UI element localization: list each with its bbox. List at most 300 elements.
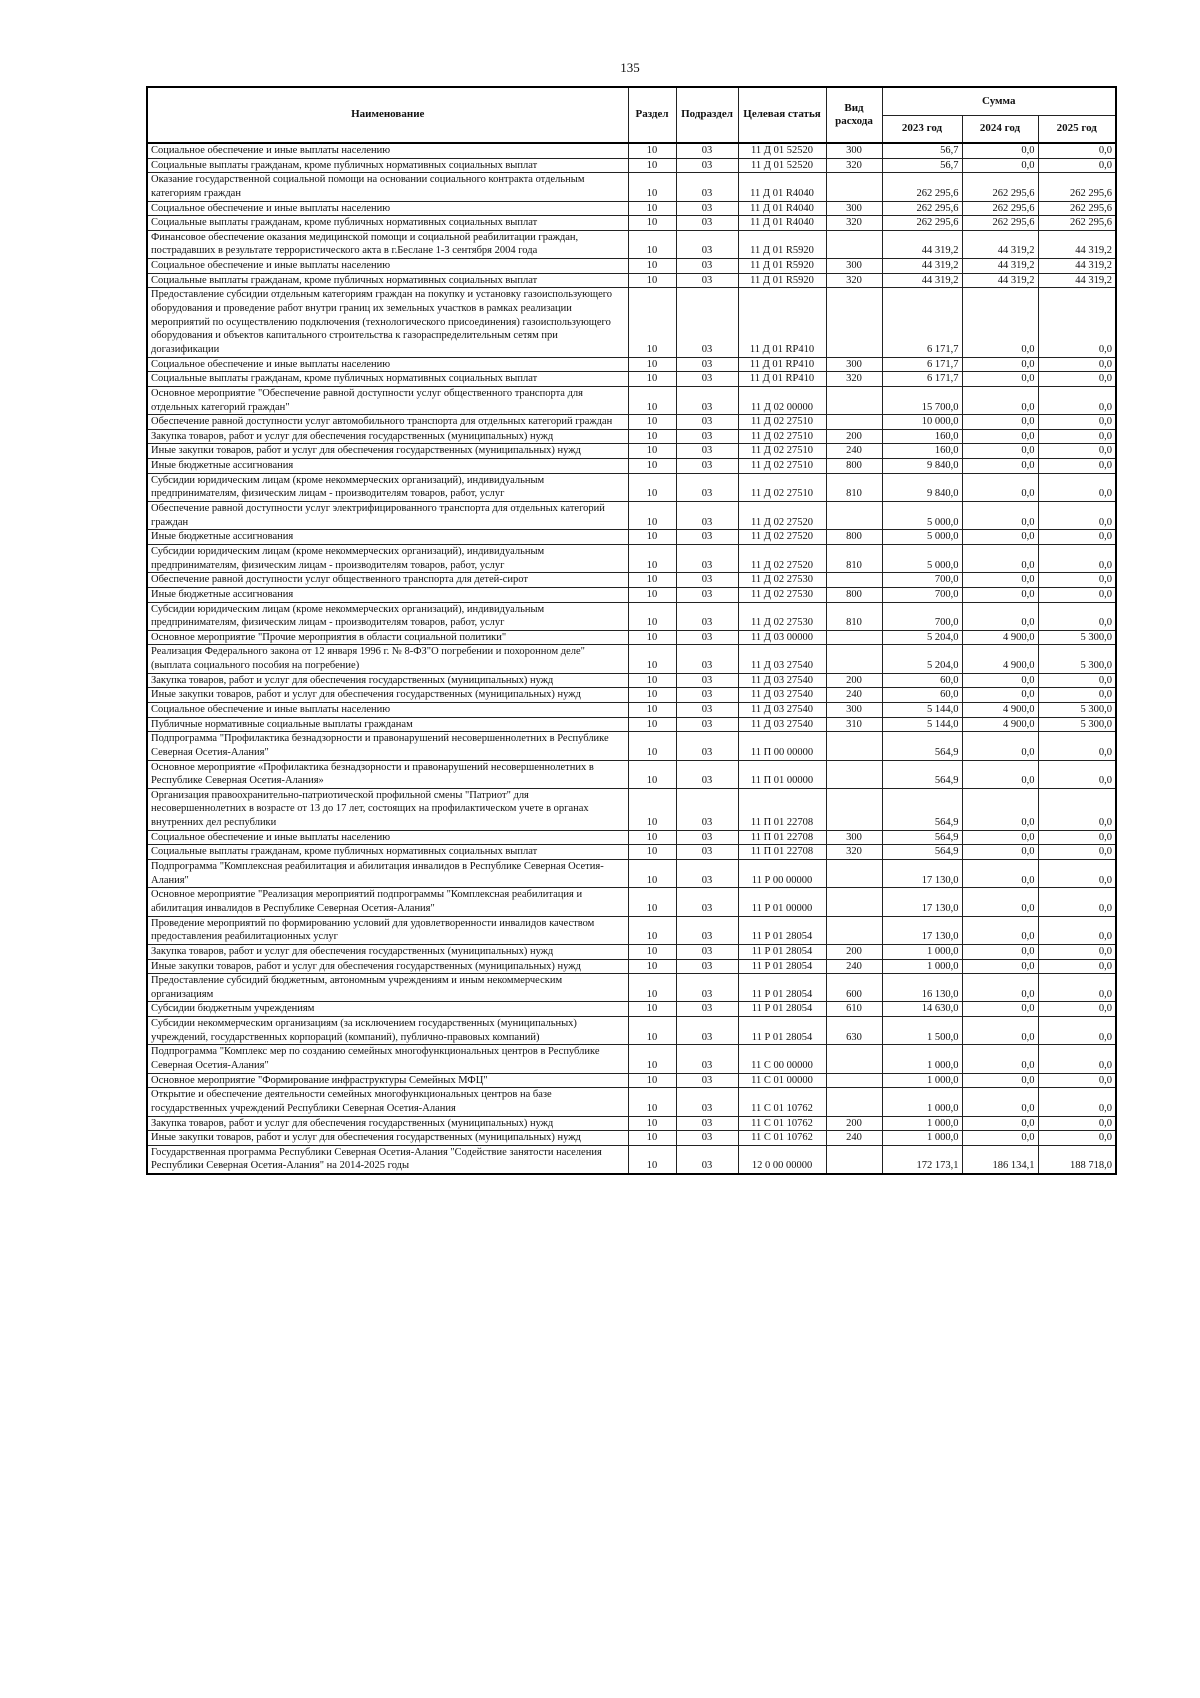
table-header — [147, 87, 1116, 143]
row-name: Подпрограмма "Комплекс мер по созданию семейных многофункциональных центров в Республике Северная Осетия-Алания" — [147, 1045, 628, 1073]
row-amount-2024: 44 319,2 — [962, 230, 1038, 258]
row-expense-type — [826, 788, 882, 830]
row-section: 10 — [628, 974, 676, 1002]
row-subsection: 03 — [676, 673, 738, 688]
row-section: 10 — [628, 630, 676, 645]
row-amount-2025: 0,0 — [1038, 888, 1116, 916]
row-expense-type: 240 — [826, 444, 882, 459]
row-subsection: 03 — [676, 916, 738, 944]
row-amount-2025: 0,0 — [1038, 788, 1116, 830]
row-amount-2025: 0,0 — [1038, 1002, 1116, 1017]
row-name: Открытие и обеспечение деятельности семейных многофункциональных центров на базе государственных учреждений Республики Северная Осетия-Алания — [147, 1088, 628, 1116]
row-name: Субсидии бюджетным учреждениям — [147, 1002, 628, 1017]
row-amount-2024: 0,0 — [962, 732, 1038, 760]
row-amount-2024: 0,0 — [962, 1131, 1038, 1146]
table-row — [147, 845, 1116, 860]
row-amount-2023: 1 000,0 — [882, 944, 962, 959]
row-section: 10 — [628, 544, 676, 572]
row-amount-2023: 1 500,0 — [882, 1017, 962, 1045]
row-section: 10 — [628, 530, 676, 545]
table-row — [147, 587, 1116, 602]
row-section: 10 — [628, 158, 676, 173]
row-section: 10 — [628, 429, 676, 444]
row-amount-2024: 0,0 — [962, 288, 1038, 357]
row-target-item: 11 С 01 00000 — [738, 1073, 826, 1088]
row-expense-type: 300 — [826, 702, 882, 717]
row-expense-type: 320 — [826, 372, 882, 387]
row-subsection: 03 — [676, 959, 738, 974]
table-row — [147, 788, 1116, 830]
row-name: Основное мероприятие "Формирование инфраструктуры Семейных МФЦ" — [147, 1073, 628, 1088]
row-name: Основное мероприятие "Прочие мероприятия в области социальной политики" — [147, 630, 628, 645]
header-name: Наименование — [147, 87, 628, 143]
row-amount-2025: 0,0 — [1038, 1073, 1116, 1088]
row-name: Основное мероприятие "Обеспечение равной доступности услуг общественного транспорта для отдельных категорий граждан" — [147, 386, 628, 414]
row-amount-2023: 5 144,0 — [882, 717, 962, 732]
row-subsection: 03 — [676, 459, 738, 474]
row-name: Предоставление субсидии отдельным категориям граждан на покупку и установку газоиспользующего оборудования и проведение работ внутри границ их земельных участков в рамках реализации мероприятий по осуществлению подключения (технологического присоединения) газоиспользующего оборудования и объектов капитального строительства к газораспределительным сетям при догазификации — [147, 288, 628, 357]
row-amount-2025: 0,0 — [1038, 860, 1116, 888]
row-amount-2023: 262 295,6 — [882, 216, 962, 231]
row-amount-2025: 0,0 — [1038, 1131, 1116, 1146]
table-row — [147, 530, 1116, 545]
row-expense-type — [826, 1073, 882, 1088]
row-expense-type: 610 — [826, 1002, 882, 1017]
row-name: Субсидии юридическим лицам (кроме некоммерческих организаций), индивидуальным предпринимателям, физическим лицам - производителям товаров, работ, услуг — [147, 602, 628, 630]
row-name: Иные закупки товаров, работ и услуг для обеспечения государственных (муниципальных) нужд — [147, 959, 628, 974]
table-row — [147, 1088, 1116, 1116]
row-expense-type — [826, 1088, 882, 1116]
row-amount-2023: 17 130,0 — [882, 888, 962, 916]
row-amount-2025: 5 300,0 — [1038, 630, 1116, 645]
row-section: 10 — [628, 1131, 676, 1146]
row-target-item: 11 Д 02 27510 — [738, 429, 826, 444]
table-row — [147, 1017, 1116, 1045]
row-amount-2024: 262 295,6 — [962, 173, 1038, 201]
row-name: Социальные выплаты гражданам, кроме публичных нормативных социальных выплат — [147, 845, 628, 860]
row-target-item: 11 Д 02 27510 — [738, 415, 826, 430]
row-name: Социальное обеспечение и иные выплаты населению — [147, 830, 628, 845]
row-section: 10 — [628, 1002, 676, 1017]
row-subsection: 03 — [676, 602, 738, 630]
row-target-item: 11 Д 02 00000 — [738, 386, 826, 414]
row-expense-type: 300 — [826, 201, 882, 216]
row-subsection: 03 — [676, 173, 738, 201]
row-amount-2025: 0,0 — [1038, 974, 1116, 1002]
row-amount-2023: 564,9 — [882, 830, 962, 845]
row-expense-type: 800 — [826, 587, 882, 602]
row-amount-2023: 5 204,0 — [882, 645, 962, 673]
row-amount-2023: 172 173,1 — [882, 1145, 962, 1174]
row-target-item: 11 Д 02 27530 — [738, 587, 826, 602]
row-amount-2023: 14 630,0 — [882, 1002, 962, 1017]
row-expense-type: 200 — [826, 673, 882, 688]
row-expense-type: 800 — [826, 459, 882, 474]
row-name: Иные закупки товаров, работ и услуг для обеспечения государственных (муниципальных) нужд — [147, 444, 628, 459]
table-row — [147, 173, 1116, 201]
row-name: Социальное обеспечение и иные выплаты населению — [147, 201, 628, 216]
row-expense-type — [826, 288, 882, 357]
row-amount-2024: 4 900,0 — [962, 630, 1038, 645]
row-expense-type — [826, 645, 882, 673]
row-subsection: 03 — [676, 415, 738, 430]
row-section: 10 — [628, 732, 676, 760]
row-amount-2024: 0,0 — [962, 1045, 1038, 1073]
row-section: 10 — [628, 916, 676, 944]
row-section: 10 — [628, 688, 676, 703]
row-section: 10 — [628, 216, 676, 231]
table-row — [147, 143, 1116, 158]
header-year-2025: 2025 год — [1038, 115, 1116, 143]
row-expense-type: 240 — [826, 688, 882, 703]
row-name: Основное мероприятие "Реализация мероприятий подпрограммы "Комплексная реабилитация и абилитация инвалидов в Республике Северная Осетия-Алания" — [147, 888, 628, 916]
row-name: Закупка товаров, работ и услуг для обеспечения государственных (муниципальных) нужд — [147, 944, 628, 959]
row-expense-type: 200 — [826, 429, 882, 444]
table-row — [147, 888, 1116, 916]
row-target-item: 11 Д 02 27530 — [738, 602, 826, 630]
row-target-item: 11 П 00 00000 — [738, 732, 826, 760]
row-name: Финансовое обеспечение оказания медицинской помощи и социальной реабилитации граждан, пострадавших в результате террористического акта в г.Беслане 1-3 сентября 2004 года — [147, 230, 628, 258]
row-target-item: 11 П 01 22708 — [738, 845, 826, 860]
row-subsection: 03 — [676, 230, 738, 258]
table-row — [147, 959, 1116, 974]
row-expense-type: 240 — [826, 1131, 882, 1146]
row-target-item: 11 С 01 10762 — [738, 1131, 826, 1146]
row-amount-2024: 4 900,0 — [962, 645, 1038, 673]
row-target-item: 11 Д 03 27540 — [738, 688, 826, 703]
row-amount-2025: 188 718,0 — [1038, 1145, 1116, 1174]
row-amount-2023: 15 700,0 — [882, 386, 962, 414]
row-section: 10 — [628, 717, 676, 732]
row-subsection: 03 — [676, 273, 738, 288]
row-expense-type: 810 — [826, 473, 882, 501]
row-subsection: 03 — [676, 702, 738, 717]
row-section: 10 — [628, 587, 676, 602]
row-target-item: 11 Д 03 27540 — [738, 673, 826, 688]
table-row — [147, 201, 1116, 216]
row-amount-2024: 0,0 — [962, 587, 1038, 602]
row-amount-2023: 56,7 — [882, 143, 962, 158]
row-section: 10 — [628, 1088, 676, 1116]
row-target-item: 11 Д 02 27530 — [738, 573, 826, 588]
row-subsection: 03 — [676, 372, 738, 387]
row-target-item: 11 Д 03 27540 — [738, 645, 826, 673]
row-expense-type: 630 — [826, 1017, 882, 1045]
row-amount-2024: 0,0 — [962, 429, 1038, 444]
row-target-item: 11 Д 02 27520 — [738, 530, 826, 545]
row-amount-2025: 44 319,2 — [1038, 273, 1116, 288]
row-amount-2023: 60,0 — [882, 673, 962, 688]
row-target-item: 11 Р 01 28054 — [738, 959, 826, 974]
row-name: Иные бюджетные ассигнования — [147, 530, 628, 545]
row-section: 10 — [628, 201, 676, 216]
row-section: 10 — [628, 444, 676, 459]
table-row — [147, 974, 1116, 1002]
row-amount-2023: 5 000,0 — [882, 544, 962, 572]
row-section: 10 — [628, 959, 676, 974]
row-subsection: 03 — [676, 688, 738, 703]
row-subsection: 03 — [676, 732, 738, 760]
header-subsection: Подраздел — [676, 87, 738, 143]
row-section: 10 — [628, 845, 676, 860]
row-amount-2023: 17 130,0 — [882, 916, 962, 944]
row-amount-2023: 1 000,0 — [882, 1131, 962, 1146]
table-body — [147, 143, 1116, 1174]
row-amount-2024: 0,0 — [962, 357, 1038, 372]
row-amount-2024: 0,0 — [962, 788, 1038, 830]
row-amount-2023: 9 840,0 — [882, 473, 962, 501]
row-amount-2023: 6 171,7 — [882, 372, 962, 387]
row-expense-type — [826, 386, 882, 414]
row-amount-2025: 262 295,6 — [1038, 201, 1116, 216]
row-expense-type: 300 — [826, 830, 882, 845]
row-expense-type: 300 — [826, 259, 882, 274]
row-amount-2023: 6 171,7 — [882, 288, 962, 357]
row-amount-2024: 0,0 — [962, 1073, 1038, 1088]
row-subsection: 03 — [676, 502, 738, 530]
row-name: Социальное обеспечение и иные выплаты населению — [147, 143, 628, 158]
row-amount-2025: 0,0 — [1038, 459, 1116, 474]
row-section: 10 — [628, 1045, 676, 1073]
row-target-item: 11 Д 01 R4040 — [738, 216, 826, 231]
row-amount-2023: 564,9 — [882, 845, 962, 860]
row-subsection: 03 — [676, 845, 738, 860]
row-amount-2025: 0,0 — [1038, 1045, 1116, 1073]
row-amount-2023: 564,9 — [882, 788, 962, 830]
row-name: Социальное обеспечение и иные выплаты населению — [147, 702, 628, 717]
row-section: 10 — [628, 1116, 676, 1131]
row-section: 10 — [628, 386, 676, 414]
row-amount-2024: 0,0 — [962, 459, 1038, 474]
row-section: 10 — [628, 143, 676, 158]
row-amount-2025: 5 300,0 — [1038, 702, 1116, 717]
row-amount-2025: 0,0 — [1038, 959, 1116, 974]
row-expense-type: 800 — [826, 530, 882, 545]
row-subsection: 03 — [676, 630, 738, 645]
row-amount-2025: 0,0 — [1038, 357, 1116, 372]
row-amount-2023: 44 319,2 — [882, 230, 962, 258]
row-name: Публичные нормативные социальные выплаты гражданам — [147, 717, 628, 732]
row-subsection: 03 — [676, 788, 738, 830]
row-name: Государственная программа Республики Северная Осетия-Алания "Содействие занятости населения Республики Северная Осетия-Алания" на 2014-2025 годы — [147, 1145, 628, 1174]
row-section: 10 — [628, 645, 676, 673]
row-expense-type — [826, 573, 882, 588]
row-subsection: 03 — [676, 830, 738, 845]
row-expense-type: 320 — [826, 216, 882, 231]
table-row — [147, 630, 1116, 645]
row-name: Проведение мероприятий по формированию условий для удовлетворенности инвалидов качеством предоставления реабилитационных услуг — [147, 916, 628, 944]
row-target-item: 11 Р 01 28054 — [738, 916, 826, 944]
table-row — [147, 230, 1116, 258]
row-amount-2024: 0,0 — [962, 974, 1038, 1002]
row-expense-type: 810 — [826, 602, 882, 630]
row-amount-2023: 5 000,0 — [882, 530, 962, 545]
row-name: Предоставление субсидий бюджетным, автономным учреждениям и иным некоммерческим организациям — [147, 974, 628, 1002]
row-amount-2024: 44 319,2 — [962, 259, 1038, 274]
row-target-item: 11 Р 01 28054 — [738, 1002, 826, 1017]
row-amount-2024: 0,0 — [962, 673, 1038, 688]
row-name: Социальное обеспечение и иные выплаты населению — [147, 357, 628, 372]
table-row — [147, 288, 1116, 357]
table-row — [147, 1045, 1116, 1073]
table-row — [147, 673, 1116, 688]
row-name: Закупка товаров, работ и услуг для обеспечения государственных (муниципальных) нужд — [147, 1116, 628, 1131]
table-row — [147, 429, 1116, 444]
table-row — [147, 1116, 1116, 1131]
row-expense-type — [826, 502, 882, 530]
table-row — [147, 1002, 1116, 1017]
row-name: Иные закупки товаров, работ и услуг для обеспечения государственных (муниципальных) нужд — [147, 1131, 628, 1146]
page-number: 135 — [620, 60, 640, 75]
row-subsection: 03 — [676, 143, 738, 158]
table-row — [147, 573, 1116, 588]
row-amount-2023: 6 171,7 — [882, 357, 962, 372]
table-row — [147, 502, 1116, 530]
row-section: 10 — [628, 830, 676, 845]
row-subsection: 03 — [676, 1131, 738, 1146]
row-amount-2023: 17 130,0 — [882, 860, 962, 888]
row-amount-2023: 1 000,0 — [882, 1073, 962, 1088]
row-subsection: 03 — [676, 357, 738, 372]
row-expense-type — [826, 860, 882, 888]
row-name: Субсидии юридическим лицам (кроме некоммерческих организаций), индивидуальным предпринимателям, физическим лицам - производителям товаров, работ, услуг — [147, 544, 628, 572]
row-amount-2024: 4 900,0 — [962, 717, 1038, 732]
row-amount-2024: 0,0 — [962, 502, 1038, 530]
row-amount-2024: 0,0 — [962, 602, 1038, 630]
row-amount-2023: 5 204,0 — [882, 630, 962, 645]
row-amount-2024: 0,0 — [962, 530, 1038, 545]
row-section: 10 — [628, 1017, 676, 1045]
row-expense-type: 300 — [826, 357, 882, 372]
table-row — [147, 473, 1116, 501]
header-section: Раздел — [628, 87, 676, 143]
row-amount-2025: 0,0 — [1038, 587, 1116, 602]
row-amount-2025: 0,0 — [1038, 372, 1116, 387]
row-target-item: 12 0 00 00000 — [738, 1145, 826, 1174]
row-amount-2023: 9 840,0 — [882, 459, 962, 474]
row-target-item: 11 Д 01 52520 — [738, 158, 826, 173]
row-target-item: 11 Д 01 R4040 — [738, 201, 826, 216]
row-amount-2024: 0,0 — [962, 845, 1038, 860]
row-expense-type: 300 — [826, 143, 882, 158]
row-target-item: 11 Д 02 27520 — [738, 502, 826, 530]
row-target-item: 11 С 00 00000 — [738, 1045, 826, 1073]
row-section: 10 — [628, 888, 676, 916]
table-row — [147, 459, 1116, 474]
row-subsection: 03 — [676, 888, 738, 916]
row-subsection: 03 — [676, 530, 738, 545]
row-section: 10 — [628, 1073, 676, 1088]
row-target-item: 11 Д 01 52520 — [738, 143, 826, 158]
table-row — [147, 1145, 1116, 1174]
row-amount-2024: 0,0 — [962, 888, 1038, 916]
row-amount-2025: 0,0 — [1038, 158, 1116, 173]
row-subsection: 03 — [676, 860, 738, 888]
row-section: 10 — [628, 573, 676, 588]
table-row — [147, 216, 1116, 231]
table-row — [147, 158, 1116, 173]
row-subsection: 03 — [676, 1145, 738, 1174]
row-subsection: 03 — [676, 1088, 738, 1116]
table-row — [147, 544, 1116, 572]
row-amount-2024: 0,0 — [962, 473, 1038, 501]
row-target-item: 11 Д 01 RP410 — [738, 288, 826, 357]
row-target-item: 11 С 01 10762 — [738, 1088, 826, 1116]
row-target-item: 11 П 01 22708 — [738, 830, 826, 845]
row-subsection: 03 — [676, 1002, 738, 1017]
row-amount-2024: 262 295,6 — [962, 201, 1038, 216]
row-subsection: 03 — [676, 429, 738, 444]
row-target-item: 11 Д 03 27540 — [738, 717, 826, 732]
row-subsection: 03 — [676, 386, 738, 414]
row-amount-2024: 0,0 — [962, 1088, 1038, 1116]
row-name: Основное мероприятие «Профилактика безнадзорности и правонарушений несовершеннолетних в Республике Северная Осетия-Алания» — [147, 760, 628, 788]
row-amount-2024: 0,0 — [962, 688, 1038, 703]
row-amount-2023: 262 295,6 — [882, 173, 962, 201]
row-expense-type — [826, 888, 882, 916]
row-amount-2023: 700,0 — [882, 573, 962, 588]
row-section: 10 — [628, 602, 676, 630]
row-expense-type: 600 — [826, 974, 882, 1002]
row-amount-2024: 44 319,2 — [962, 273, 1038, 288]
row-amount-2024: 0,0 — [962, 143, 1038, 158]
row-target-item: 11 Д 03 27540 — [738, 702, 826, 717]
row-subsection: 03 — [676, 201, 738, 216]
row-amount-2025: 44 319,2 — [1038, 230, 1116, 258]
row-name: Социальные выплаты гражданам, кроме публичных нормативных социальных выплат — [147, 158, 628, 173]
row-amount-2025: 0,0 — [1038, 473, 1116, 501]
row-name: Социальное обеспечение и иные выплаты населению — [147, 259, 628, 274]
row-name: Организация правоохранительно-патриотической профильной смены "Патриот" для несовершеннолетних в возрасте от 13 до 17 лет, состоящих на профилактическом учете в органах внутренних дел республики — [147, 788, 628, 830]
row-expense-type — [826, 1145, 882, 1174]
row-amount-2023: 564,9 — [882, 760, 962, 788]
row-amount-2025: 0,0 — [1038, 830, 1116, 845]
row-subsection: 03 — [676, 1045, 738, 1073]
row-expense-type: 320 — [826, 845, 882, 860]
row-amount-2025: 0,0 — [1038, 143, 1116, 158]
row-subsection: 03 — [676, 573, 738, 588]
row-section: 10 — [628, 415, 676, 430]
row-amount-2023: 5 000,0 — [882, 502, 962, 530]
row-section: 10 — [628, 173, 676, 201]
row-target-item: 11 Д 02 27510 — [738, 473, 826, 501]
row-amount-2025: 262 295,6 — [1038, 216, 1116, 231]
row-section: 10 — [628, 230, 676, 258]
row-amount-2024: 0,0 — [962, 916, 1038, 944]
row-target-item: 11 Д 01 R5920 — [738, 230, 826, 258]
table-row — [147, 372, 1116, 387]
row-name: Оказание государственной социальной помощи на основании социального контракта отдельным категориям граждан — [147, 173, 628, 201]
row-subsection: 03 — [676, 473, 738, 501]
table-row — [147, 1131, 1116, 1146]
table-row — [147, 273, 1116, 288]
row-target-item: 11 Р 01 28054 — [738, 1017, 826, 1045]
row-amount-2025: 0,0 — [1038, 544, 1116, 572]
row-amount-2024: 0,0 — [962, 1116, 1038, 1131]
row-section: 10 — [628, 1145, 676, 1174]
row-expense-type — [826, 760, 882, 788]
row-name: Подпрограмма "Профилактика безнадзорности и правонарушений несовершеннолетних в Республике Северная Осетия-Алания" — [147, 732, 628, 760]
row-name: Реализация Федерального закона от 12 января 1996 г. № 8-ФЗ"О погребении и похоронном деле" (выплата социального пособия на погребение) — [147, 645, 628, 673]
row-expense-type: 200 — [826, 1116, 882, 1131]
table-row — [147, 645, 1116, 673]
row-amount-2023: 10 000,0 — [882, 415, 962, 430]
row-name: Закупка товаров, работ и услуг для обеспечения государственных (муниципальных) нужд — [147, 429, 628, 444]
row-section: 10 — [628, 273, 676, 288]
row-subsection: 03 — [676, 760, 738, 788]
row-amount-2023: 262 295,6 — [882, 201, 962, 216]
table-row — [147, 916, 1116, 944]
